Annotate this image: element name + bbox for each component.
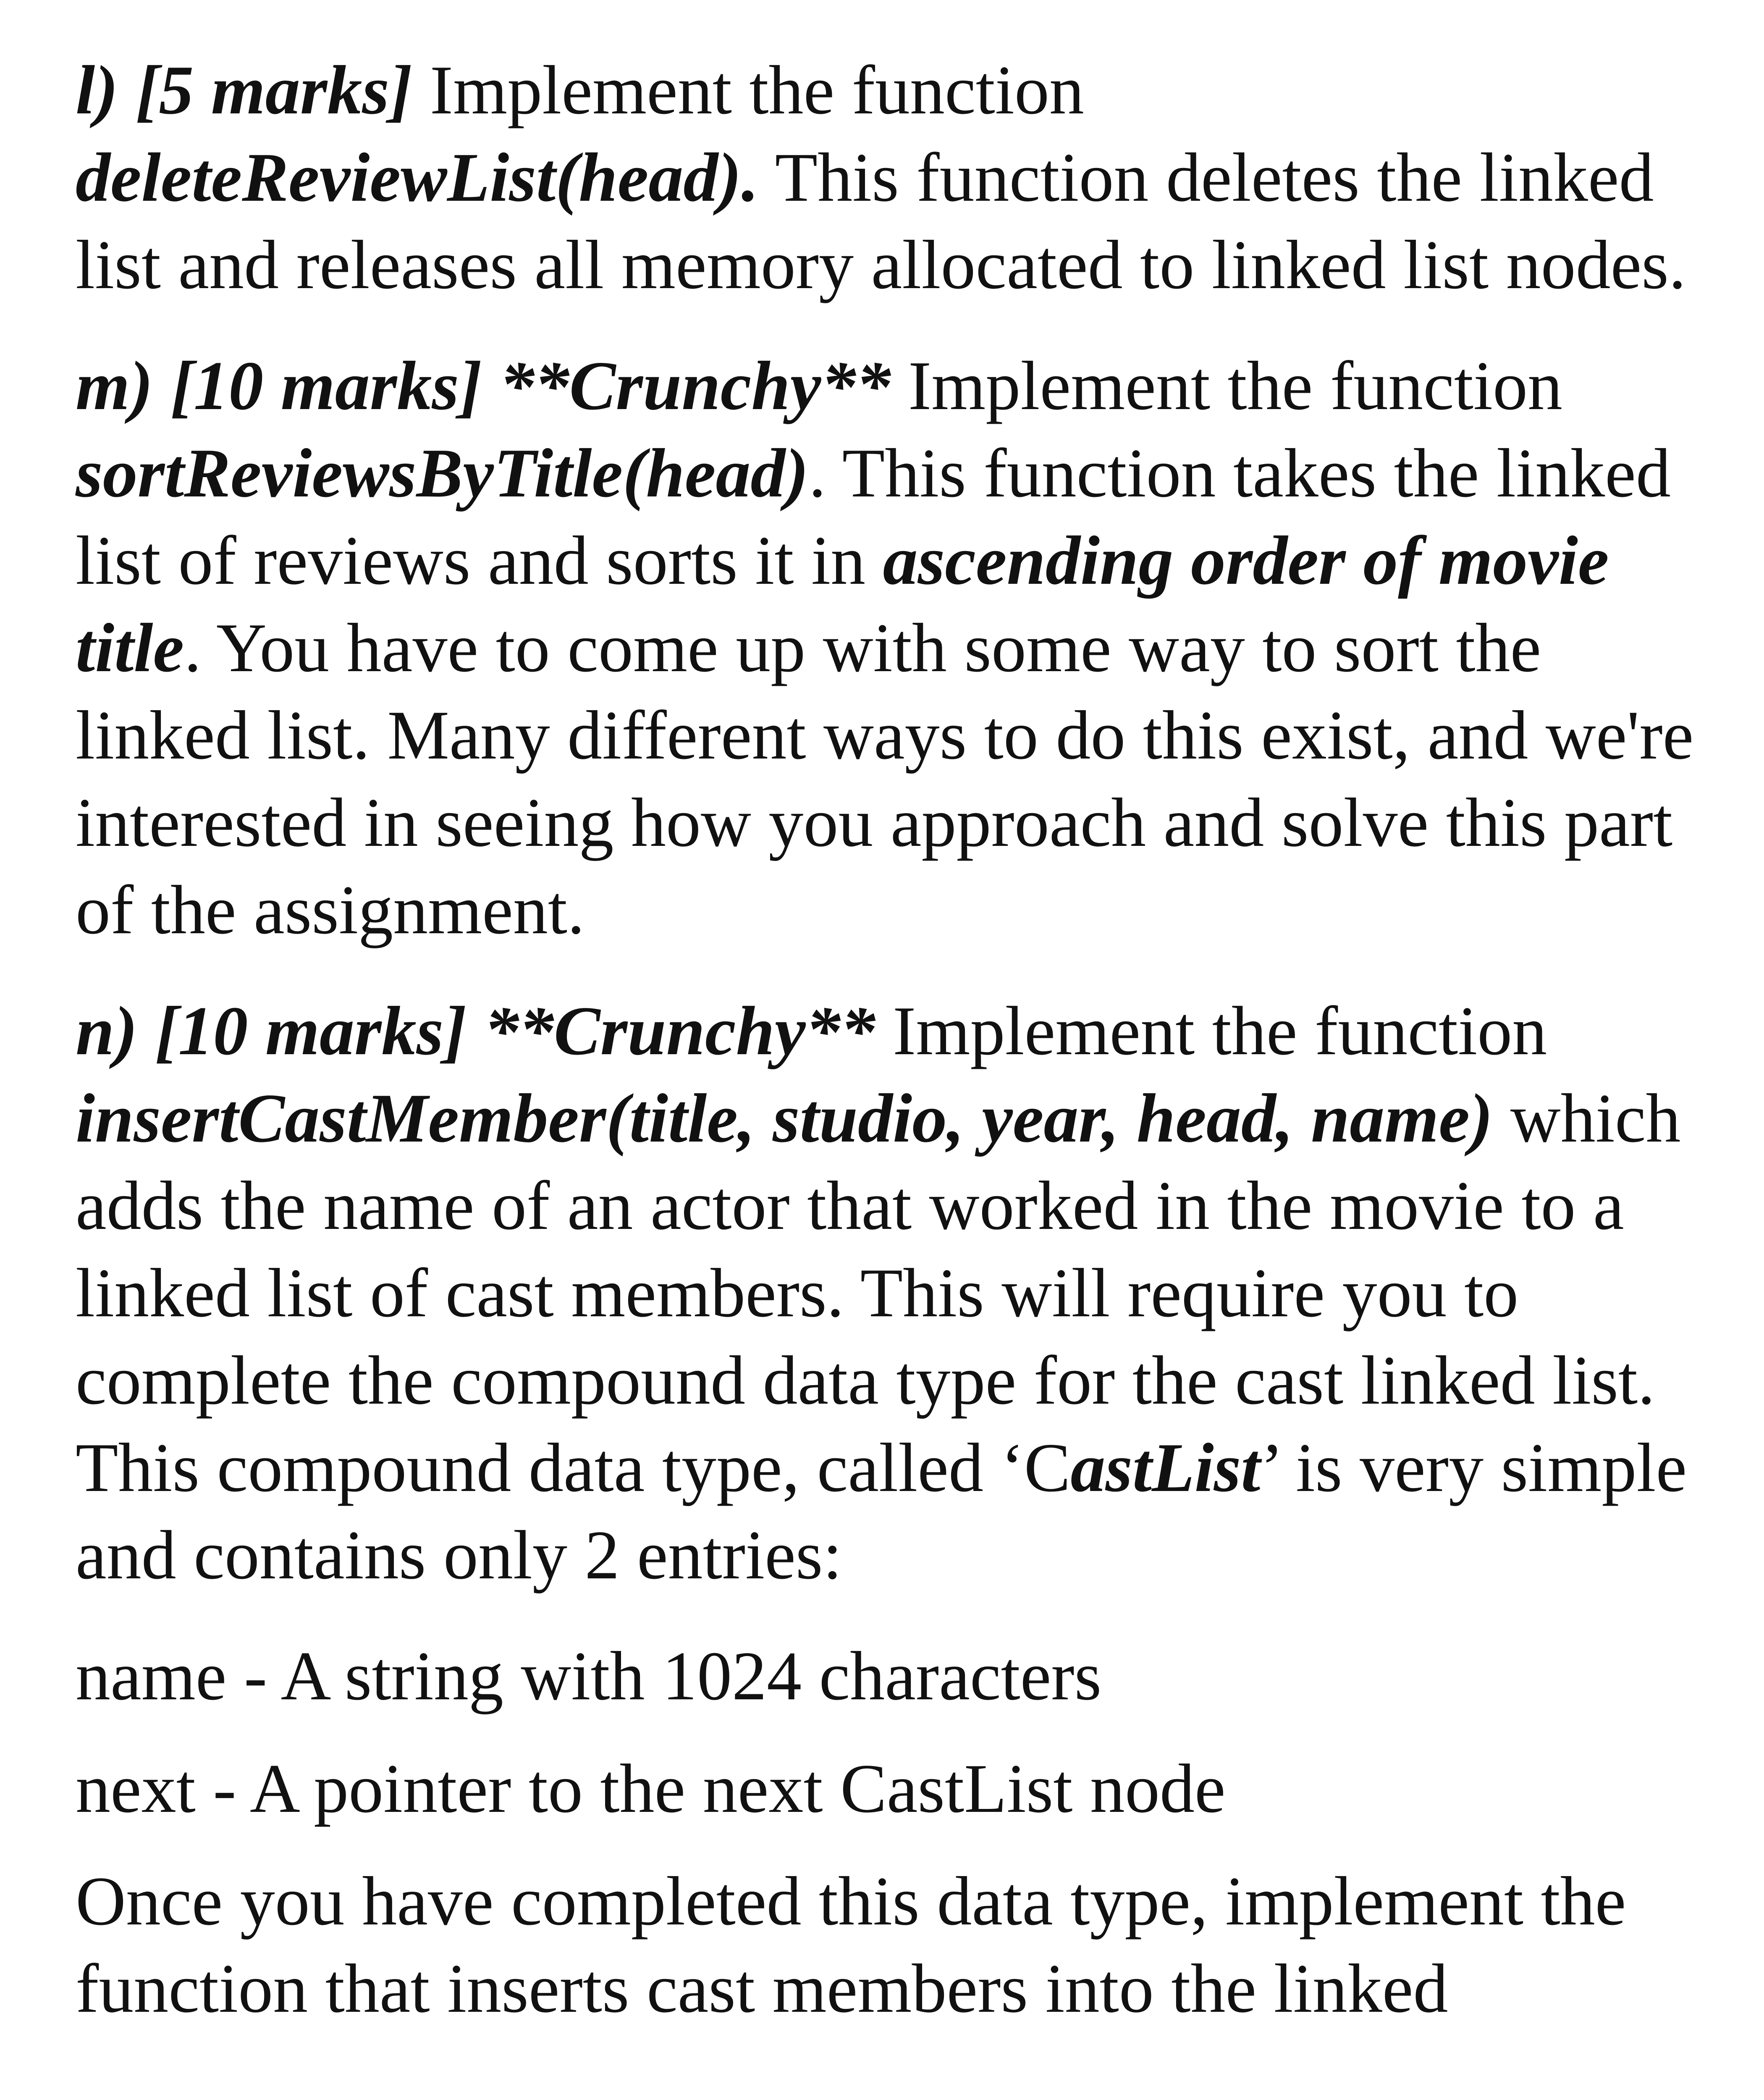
section-n (76, 987, 1713, 1599)
section-m-label: m) [10 marks] **Crunchy** (76, 347, 891, 424)
section-m-text-3: . You have to come up with some way to sort the linked list. Many different ways to do this exist, and we're interested in seeing how you approach and solve this part of the assignment. (76, 609, 1694, 948)
field-next: next - A pointer to the next CastList node (76, 1750, 1226, 1827)
section-m-function-name: sortReviewsByTitle(head) (76, 434, 809, 512)
section-n-text-3: ’ is very simple and contains only 2 entries: (76, 1429, 1687, 1593)
section-l-text-2: This function deletes the linked list and releases all memory allocated to linked list nodes. (76, 139, 1686, 303)
section-n-text-2: which adds the name of an actor that worked in the movie to a linked list of cast members. This will require you to complete the compound data type for the cast linked list. This compound data type, called ‘C (76, 1079, 1681, 1506)
section-n-text-1: Implement the function (875, 992, 1547, 1069)
field-name: name - A string with 1024 characters (76, 1637, 1102, 1714)
closing-paragraph: Once you have completed this data type, implement the function that inserts cast members into the linked (76, 1862, 1626, 2027)
section-l-label: l) [5 marks] (76, 51, 413, 129)
section-m-text-2: . This function takes the linked list of reviews and sorts it in (76, 434, 1671, 599)
section-m-emphasis: ascending order of movie title (76, 522, 1609, 686)
section-l-function-name: deleteReviewList(head). (76, 139, 759, 216)
section-l-text-1: Implement the function (412, 51, 1084, 129)
section-l (76, 46, 1713, 308)
section-m (76, 342, 1713, 953)
section-m-text-1: Implement the function (891, 347, 1563, 424)
document-body (76, 46, 1713, 2066)
section-n-type-name: astList (1070, 1429, 1261, 1506)
section-n-label: n) [10 marks] **Crunchy** (76, 992, 875, 1069)
section-n-function-name: insertCastMember(title, studio, year, head, name) (76, 1079, 1493, 1157)
